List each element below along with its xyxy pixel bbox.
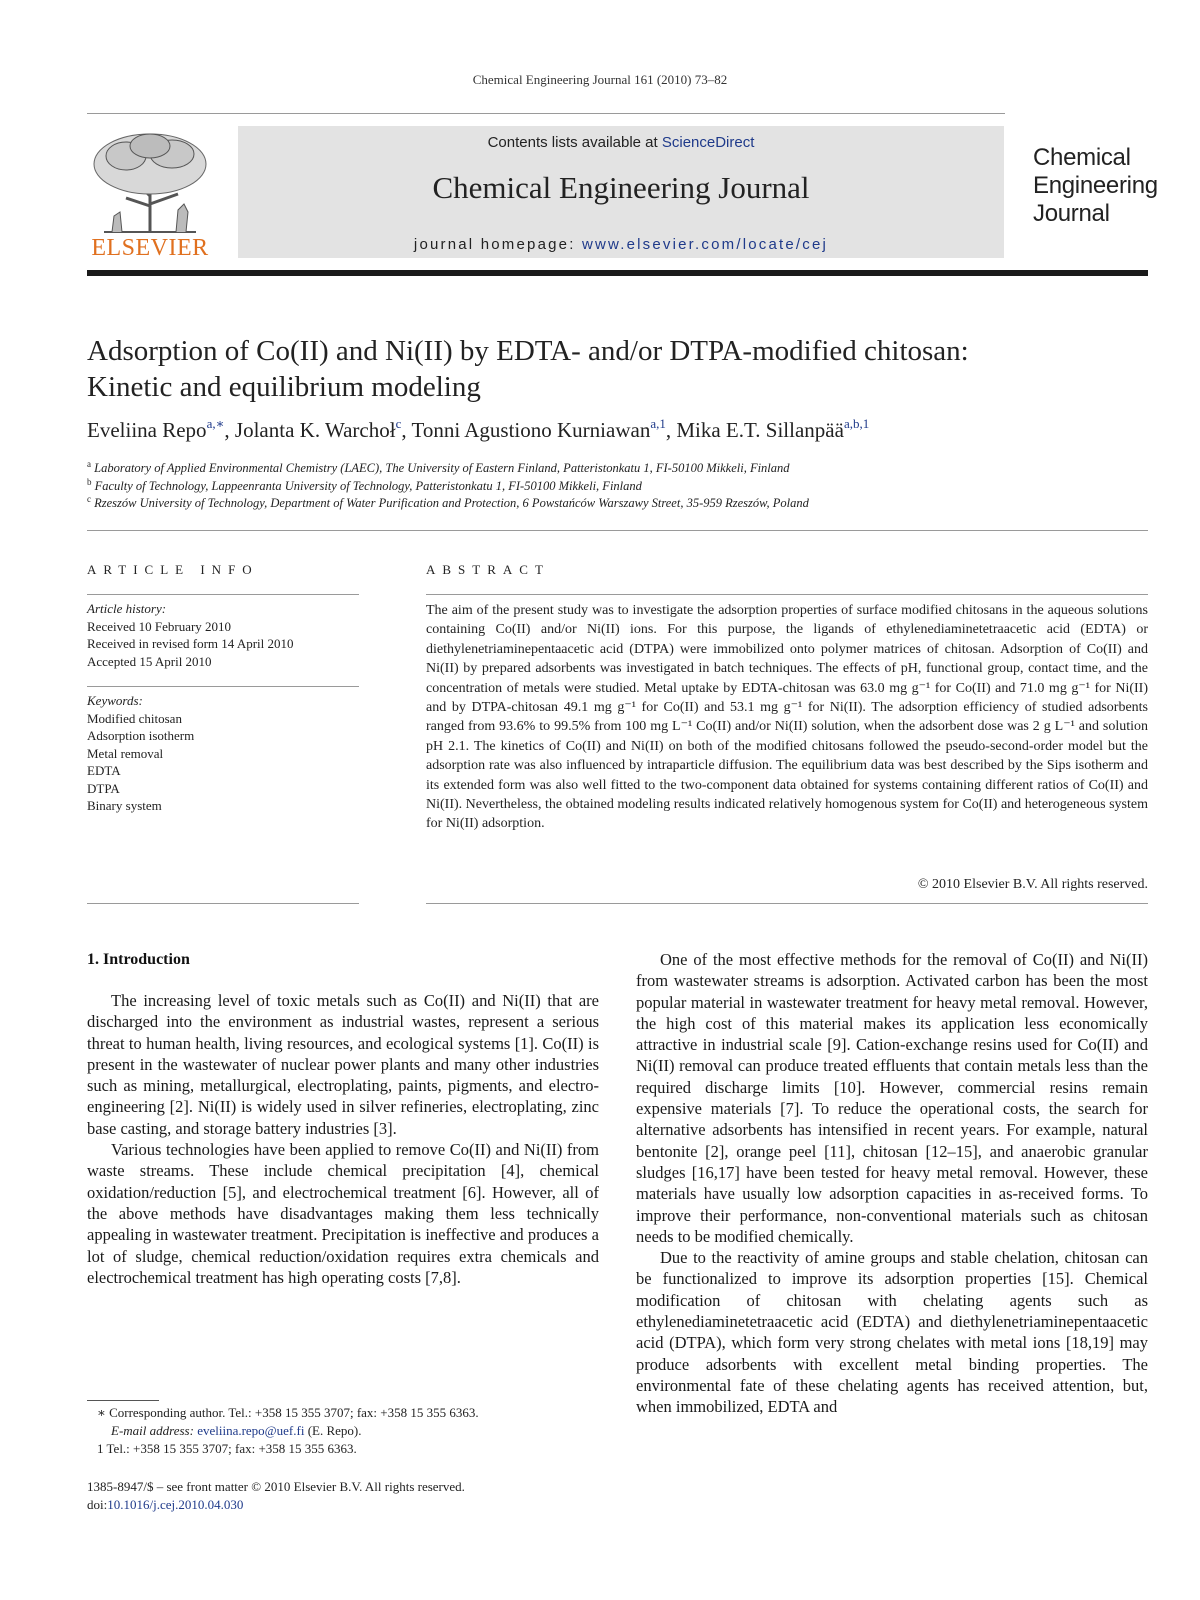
cej-logo-line: Engineering bbox=[1033, 172, 1158, 199]
author-separator: , bbox=[224, 418, 235, 442]
cej-logo-line: Journal bbox=[1033, 200, 1110, 227]
homepage-prefix: journal homepage: bbox=[413, 236, 582, 253]
header-thick-rule bbox=[87, 270, 1148, 276]
abstract-text: The aim of the present study was to investigate the adsorption properties of surface modified chitosans in the aqueous solutions containing Co(II) and/or Ni(II) ions. For this purpose, the ligands of ethylenediaminetetraacetic acid (EDTA) or diethylenetriaminepentaacetic acid (DTPA) were immobilized onto polymer matrices of chitosan. Adsorption of Co(II) and Ni(II) by prepared adsorbents was investigated in batch techniques. The effects of pH, functional group, contact time, and the concentration of metals were studied. Metal uptake by EDTA-chitosan was 63.0 mg g⁻¹ for Co(II) and 71.0 mg g⁻¹ for Ni(II) and by DTPA-chitosan 49.1 mg g⁻¹ for Co(II) and 53.1 mg g⁻¹ for Ni(II). The adsorption efficiency of studied adsorbents ranged from 93.6% to 99.5% from 100 mg L⁻¹ Co(II) and/or Ni(II) solution, when the adsorbent dose was 2 g L⁻¹ and solution pH 2.1. The kinetics of Co(II) and Ni(II) on both of the modified chitosans followed the pseudo-second-order model but the adsorption rate was also influenced by intraparticle diffusion. The equilibrium data was best described by the Sips isotherm and its extended form was also well fitted to the two-component data obtained for systems containing different ratios of Co(II) and Ni(II). Nevertheless, the obtained modeling results indicated relatively homogenous system for Co(II) and heterogeneous system for Ni(II) adsorption. bbox=[426, 603, 1148, 832]
author-separator: , bbox=[665, 418, 677, 442]
footnote-rule bbox=[87, 1400, 159, 1401]
keyword: Adsorption isotherm bbox=[87, 728, 195, 743]
doi-prefix: doi: bbox=[87, 1496, 108, 1512]
journal-banner bbox=[238, 126, 1004, 258]
homepage-link[interactable]: www.elsevier.com/locate/cej bbox=[581, 236, 829, 253]
history-item: Received in revised form 14 April 2010 bbox=[87, 636, 294, 651]
author-name[interactable]: Eveliina Repo bbox=[87, 418, 207, 442]
title-line: Adsorption of Co(II) and Ni(II) by EDTA- and/or DTPA-modified chitosan: bbox=[87, 335, 969, 367]
article-info-heading: ARTICLE INFO bbox=[87, 562, 259, 577]
footnote-corresponding: ∗ Corresponding author. Tel.: +358 15 355 3707; fax: +358 15 355 6363. bbox=[97, 1405, 479, 1420]
keyword: Modified chitosan bbox=[87, 710, 182, 726]
author-list bbox=[87, 418, 1157, 443]
affiliation bbox=[87, 460, 1157, 478]
affiliation-mark: b bbox=[87, 476, 92, 487]
author-affiliation-mark[interactable]: c bbox=[395, 416, 402, 431]
affiliation-rule bbox=[87, 530, 1148, 531]
elsevier-wordmark: ELSEVIER bbox=[91, 235, 209, 261]
history-item: Accepted 15 April 2010 bbox=[87, 653, 212, 669]
footnote-1: 1 Tel.: +358 15 355 3707; fax: +358 15 355 6363. bbox=[97, 1441, 357, 1456]
affiliation-mark: c bbox=[87, 494, 91, 504]
affiliation bbox=[87, 495, 1157, 513]
email-label: E-mail address: bbox=[111, 1423, 198, 1438]
keyword: Metal removal bbox=[87, 745, 164, 761]
body-paragraph: Due to the reactivity of amine groups and stable chelation, chitosan can be functionalized to improve its adsorption properties [15]. Chemical modification of chitosan with chelating agents such as ethylenediaminetetraacetic acid (EDTA) and diethylenetriaminepentaacetic acid (DTPA), which form very strong chelates with metal ions [18,19] may produce adsorbents with excellent metal binding properties. The environmental fate of these chelating agents has received attention, but, when immobilized, EDTA and bbox=[636, 1248, 1148, 1417]
doi-link[interactable]: 10.1016/j.cej.2010.04.030 bbox=[107, 1496, 244, 1512]
abstract-rule bbox=[426, 594, 1148, 595]
issn-line: 1385-8947/$ – see front matter © 2010 Elsevier B.V. All rights reserved. bbox=[87, 1479, 465, 1494]
article-info-rule bbox=[87, 594, 359, 595]
keyword: EDTA bbox=[87, 763, 121, 778]
author-name[interactable]: Jolanta K. Warchoł bbox=[234, 418, 396, 442]
email-suffix: (E. Repo). bbox=[304, 1423, 362, 1438]
footnote-email bbox=[87, 1422, 599, 1440]
abstract-heading: ABSTRACT bbox=[426, 562, 550, 577]
body-column-left bbox=[87, 990, 599, 1288]
body-paragraph: One of the most effective methods for the removal of Co(II) and Ni(II) from wastewater streams is adsorption. Activated carbon has been the most popular material in wastewater treatment for heavy metal removal. However, the high cost of this material makes its application less economically attractive in industrial scale [9]. Cation-exchange resins used for Co(II) and Ni(II) removal can produce treated effluents that contain metals less than the required discharge limits [10]. However, commercial resins remain expensive materials [7]. To reduce the operational costs, the search for alternative adsorbents has intensified in recent years. For example, natural bentonite [2], orange peel [11], chitosan [12–15], and anaerobic granular sludges [16,17] have been tested for heavy metal removal. However, these materials have usually low adsorption capacities in as-received forms. To improve their performance, non-conventional materials such as chitosan needs to be modified chemically. bbox=[636, 950, 1148, 1246]
keywords bbox=[87, 692, 359, 815]
journal-reference: Chemical Engineering Journal 161 (2010) 73–82 bbox=[472, 72, 728, 87]
doi-line bbox=[87, 1496, 687, 1514]
author-separator: , bbox=[401, 418, 412, 442]
header-rule bbox=[87, 113, 1005, 114]
body-paragraph: The increasing level of toxic metals such as Co(II) and Ni(II) that are discharged into the environment as industrial wastes, represent a serious threat to human health, living resources, and ecological systems [1]. Co(II) is present in the wastewater of nuclear power plants and many other industries such as mining, metallurgical, electroplating, paints, pigments, and electro-engineering [2]. Ni(II) is widely used in silver refineries, electroplating, zinc base casting, and storage battery industries [3]. bbox=[87, 991, 599, 1138]
author-affiliation-mark[interactable]: a,∗ bbox=[206, 416, 225, 431]
author-affiliation-mark[interactable]: a,1 bbox=[650, 416, 666, 431]
section-heading-introduction: 1. Introduction bbox=[87, 951, 190, 968]
keyword: DTPA bbox=[87, 780, 120, 796]
affiliation-text: Faculty of Technology, Lappeenranta University of Technology, Patteristonkatu 1, FI-50100 Mikkeli, Finland bbox=[94, 478, 642, 493]
body-paragraph: Various technologies have been applied to remove Co(II) and Ni(II) from waste streams. These include chemical precipitation [4], chemical oxidation/reduction [5], and electrochemical treatment [6]. However, all of the above methods have disadvantages making them less technically appealing in wastewater treatment. Precipitation is ineffective and produces a lot of sludge, chemical reduction/oxidation requires extra chemicals and electrochemical treatment has high operating costs [7,8]. bbox=[87, 1140, 599, 1287]
elsevier-tree-icon bbox=[86, 126, 214, 234]
contents-prefix: Contents lists available at bbox=[487, 134, 662, 151]
footnotes bbox=[87, 1404, 599, 1458]
affiliation bbox=[87, 478, 1157, 496]
contents-line bbox=[238, 134, 1004, 151]
abstract-copyright: © 2010 Elsevier B.V. All rights reserved. bbox=[917, 877, 1148, 892]
body-column-right bbox=[636, 949, 1148, 1418]
affiliation-text: Rzeszów University of Technology, Department of Water Purification and Protection, 6 Powstańców Warszawy Street, 35-959 Rzeszów, Poland bbox=[94, 496, 809, 510]
elsevier-logo bbox=[86, 126, 214, 262]
cej-logo-line: Chemical bbox=[1033, 144, 1131, 171]
homepage-line bbox=[238, 236, 1004, 253]
history-item: Received 10 February 2010 bbox=[87, 618, 232, 634]
article-title bbox=[87, 333, 1157, 405]
affiliations bbox=[87, 460, 1157, 513]
sciencedirect-link[interactable]: ScienceDirect bbox=[661, 134, 755, 151]
issn-doi bbox=[87, 1478, 687, 1513]
cej-logo bbox=[1033, 144, 1173, 228]
abstract-rule bbox=[426, 903, 1148, 904]
email-link[interactable]: eveliina.repo@uef.fi bbox=[197, 1423, 305, 1438]
keywords-label: Keywords: bbox=[87, 693, 143, 708]
history-label: Article history: bbox=[87, 601, 167, 616]
affiliation-text: Laboratory of Applied Environmental Chemistry (LAEC), The University of Eastern Finland, Patteristonkatu 1, FI-50100 Mikkeli, Finland bbox=[94, 461, 790, 475]
author-name[interactable]: Mika E.T. Sillanpää bbox=[676, 418, 844, 442]
title-line: Kinetic and equilibrium modeling bbox=[87, 371, 481, 403]
article-info-rule bbox=[87, 686, 359, 687]
article-history bbox=[87, 600, 359, 670]
author-name[interactable]: Tonni Agustiono Kurniawan bbox=[411, 418, 651, 442]
journal-name: Chemical Engineering Journal bbox=[432, 170, 810, 205]
affiliation-mark: a bbox=[87, 459, 91, 469]
article-info-rule bbox=[87, 903, 359, 904]
keyword: Binary system bbox=[87, 798, 162, 813]
author-affiliation-mark[interactable]: a,b,1 bbox=[843, 416, 870, 431]
